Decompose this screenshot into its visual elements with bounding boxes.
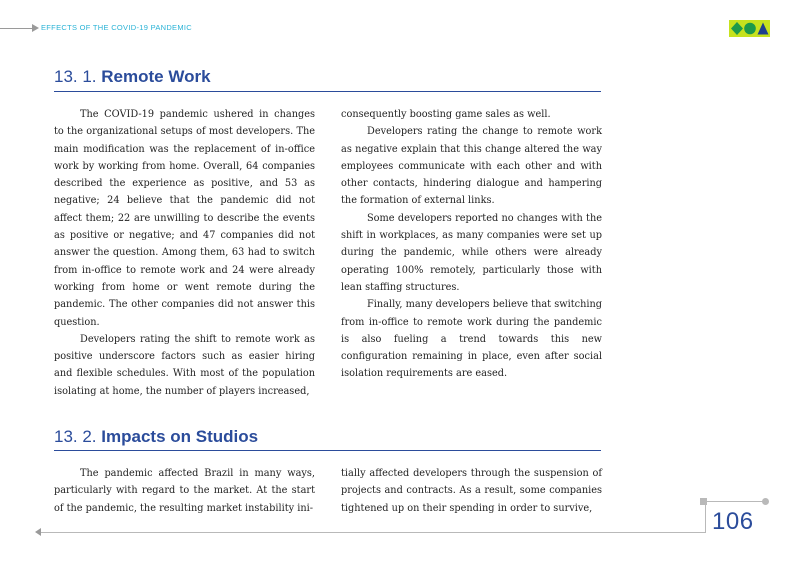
section-title: Impacts on Studios <box>101 427 259 446</box>
text-column-right <box>341 106 602 383</box>
diamond-icon <box>731 22 743 35</box>
text-column-left <box>54 465 315 517</box>
section-number: 13. 1. <box>54 67 97 86</box>
section-rule <box>54 450 601 451</box>
paragraph-continuation: tially affected developers through the suspension of projects and contracts. As a result, some companies tightened up on their spending in order to survive, <box>341 468 602 514</box>
page-number: 106 <box>712 508 754 535</box>
paragraph: Developers rating the change to remote work as negative explain that this change altered the way employees communicate with each other and with other contacts, hindering dialogue and hampering the formation of external links. <box>341 126 602 207</box>
footer-dot-icon <box>762 498 769 505</box>
text-column-left <box>54 106 315 400</box>
header-arrow-icon <box>32 24 39 32</box>
paragraph: The pandemic affected Brazil in many ways, particularly with regard to the market. At the start of the pandemic, the resulting market instability ini- <box>54 468 315 514</box>
section-heading-remote-work <box>54 67 211 87</box>
section-title: Remote Work <box>101 67 211 86</box>
paragraph: The COVID-19 pandemic ushered in changes to the organizational setups of most developers. The main modification was the replacement of in-office work by working from home. Overall, 64 companies described the experience as positive, and 53 as negative; 24 believe that the pandemic did not affect them; 22 are unwilling to describe the events as positive or negative; and 47 companies did not answer the question. Among them, 63 had to switch from in-office to remote work and 24 were already working from home or went remote during the pandemic. The other companies did not answer this question. <box>54 109 315 328</box>
footer-square-icon <box>700 498 707 505</box>
paragraph: Developers rating the shift to remote work as positive underscore factors such as easier hiring and flexible schedules. With most of the population isolating at home, the number of players increased, <box>54 333 315 397</box>
running-title: EFFECTS OF THE COVID-19 PANDEMIC <box>41 23 193 32</box>
footer-rule-vertical <box>705 502 706 533</box>
circle-icon <box>744 23 756 35</box>
paragraph: Finally, many developers believe that switching from in-office to remote work during the pandemic is also fueling a trend towards this new configuration remaining in place, even after social isolation requirements are eased. <box>341 299 602 380</box>
paragraph-continuation: consequently boosting game sales as well. <box>341 109 551 120</box>
header-rule <box>0 28 32 29</box>
section-rule <box>54 91 601 92</box>
footer-rule <box>41 532 706 533</box>
footer-rule-top <box>707 501 765 502</box>
shapes-badge <box>729 20 770 37</box>
section-number: 13. 2. <box>54 427 97 446</box>
section-heading-impacts-on-studios <box>54 427 258 447</box>
text-column-right <box>341 465 602 517</box>
paragraph: Some developers reported no changes with the shift in workplaces, as many companies were set up during the pandemic, while others were already operating 100% remotely, particularly those with lean staffing structures. <box>341 212 602 293</box>
triangle-icon <box>758 23 769 35</box>
